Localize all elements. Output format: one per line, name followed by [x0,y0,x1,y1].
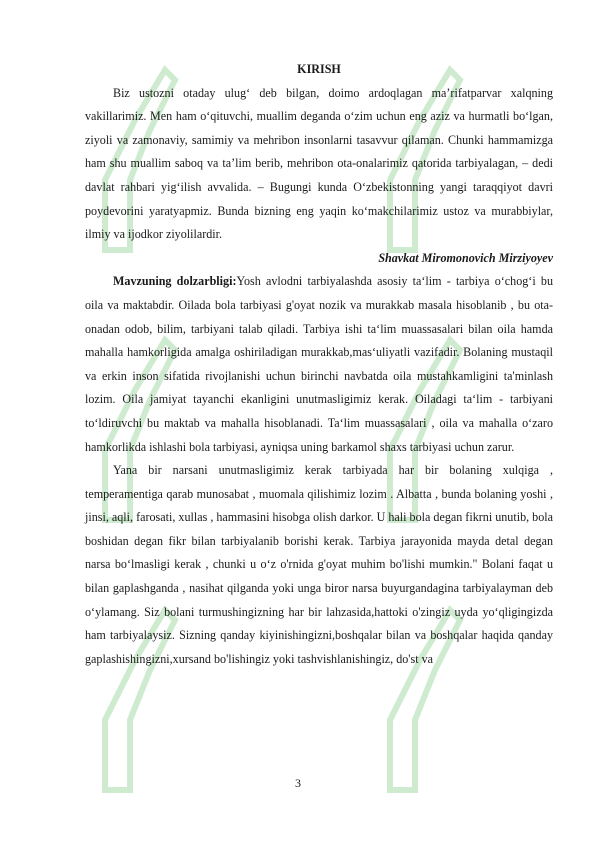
intro-quote-paragraph: Biz ustozni otaday ulug‘ deb bilgan, doimo ardoqlagan ma’rifatparvar xalqning vakillarimiz. Men ham o‘qituvchi, muallim deganda o‘zim uchun eng aziz va hurmatli bo‘lgan, ziyoli va zamonaviy, samimiy va mehribon insonlarni tasavvur qilaman. Chunki hammamizga ham shu muallim saboq va ta’lim berib, mehribon ota-onalarimiz qatorida tarbiyalagan, – dedi davlat rahbari yig‘ilish avvalida. – Bugungi kunda O‘zbekistonning yangi taraqqiyot davri poydevorini yaratyapmiz. Bunda bizning eng yaqin ko‘makchilarimiz ustoz va murabbiylar, ilmiy va ijodkor ziyolilardir. [85,85,553,242]
section-heading: KIRISH [297,62,341,76]
quote-signature: Shavkat Miromonovich Mirziyoyev [378,250,553,265]
document-page [85,58,553,671]
page-number: 3 [295,776,301,790]
body-paragraph-3: Yana bir narsani unutmasligimiz kerak tarbiyada har bir bolaning xulqiga , temperamentiga qarab munosabat , muomala qilishimiz lozim . Albatta , bunda bolaning yoshi , jinsi, aqli, farosati, xullas , hammasini hisobga olish darkor. U hali bola degan fikrni unutib, bola boshidan degan fikr bilan tarbiyalanib borishi kerak. Tarbiya jarayonida mayda detal degan narsa bo‘lmasligi kerak , chunki u o‘z o'rnida g'oyat muhim bo'lishi mumkin." Bolani faqat u bilan gaplashganda , nasihat qilganda yoki unga biror narsa buyurgandagina tarbiyalayman deb o‘ylamang. Siz bolani turmushingizning har bir lahzasida,hattoki o'zingiz uyda yo‘qligingizda ham tarbiyalaysiz. Sizning qanday kiyinishingizni,boshqalar bilan va boshqalar haqida qanday gaplashishingizni,xursand bo'lishingiz yoki tashvishlanishingiz, do'st va [85,463,553,666]
relevance-text: Yosh avlodni tarbiyalashda asosiy ta‘lim - tarbiya o‘chog‘i bu oila va maktabdir. Oilada bola tarbiyasi g'oyat nozik va murakkab masala hisoblanib , bu ota- onadan odob, bilim, tarbiyani talab qiladi. Tarbiya ishi ta‘lim muassasalari bilan oila hamda mahalla hamkorligida amalga oshiriladigan murakkab,mas‘uliyatli vazifadir. Bolaning mustaqil va erkin inson sifatida rivojlanishi uchun birinchi navbatda oila mustahkamligini ta'minlash lozim. Oila jamiyat tayanchi ekanligini unutmasligimiz kerak. Oiladagi ta‘lim - tarbiyani to‘ldiruvchi bu maktab va mahalla hisoblanadi. Ta‘lim muassasalari , oila va mahalla o‘zaro hamkorlikda ishlashi bola tarbiyasi, ayniqsa uning barkamol shaxs tarbiyasi uchun zarur. [85,274,553,454]
relevance-label: Mavzuning dolzarbligi: [113,274,237,289]
relevance-paragraph [85,270,553,459]
